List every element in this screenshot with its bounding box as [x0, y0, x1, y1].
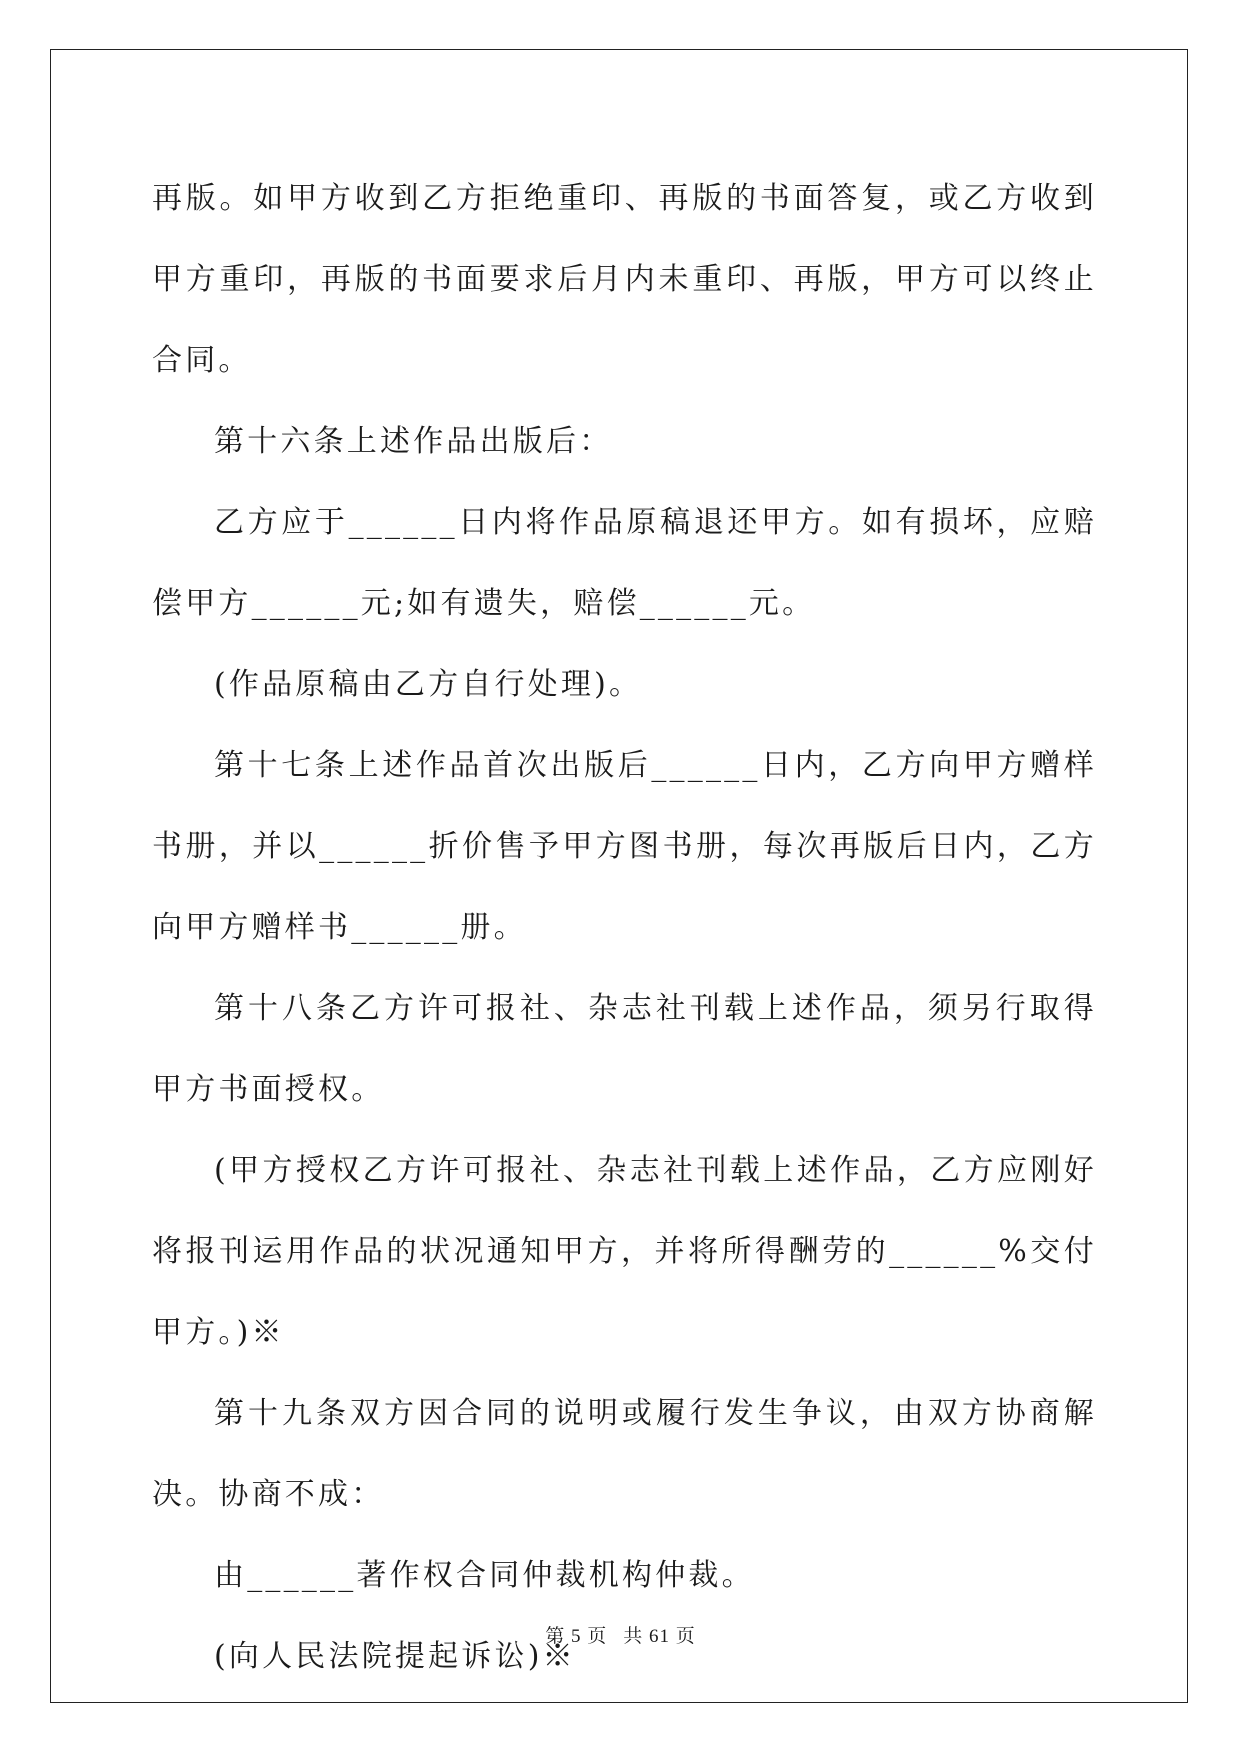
paragraph-arbitration: 由______著作权合同仲裁机构仲裁。 [214, 1558, 755, 1593]
paragraph-return-manuscript: 乙方应于______日内将作品原稿退还甲方。如有损坏，应赔偿甲方______元;如有遗失，赔偿______元。 [152, 505, 1097, 621]
page-footer [0, 1621, 1241, 1648]
paragraph-litigation-note: (向人民法院提起诉讼)※ [214, 1639, 576, 1674]
paragraph-manuscript-note: (作品原稿由乙方自行处理)。 [214, 667, 643, 702]
paragraph-article-19: 第十九条双方因合同的说明或履行发生争议，由双方协商解决。协商不成： [152, 1396, 1097, 1512]
paragraph-continuation: 再版。如甲方收到乙方拒绝重印、再版的书面答复，或乙方收到甲方重印，再版的书面要求后月内未重印、再版，甲方可以终止合同。 [152, 181, 1097, 378]
page-number: 第 5 页 [545, 1626, 608, 1647]
document-body [152, 158, 1097, 1697]
paragraph-authorization-note: (甲方授权乙方许可报社、杂志社刊载上述作品，乙方应刚好将报刊运用作品的状况通知甲方，并将所得酬劳的______%交付甲方。)※ [152, 1153, 1097, 1350]
page-total: 共 61 页 [623, 1626, 696, 1647]
paragraph-article-17: 第十七条上述作品首次出版后______日内，乙方向甲方赠样书册，并以______折价售予甲方图书册，每次再版后日内，乙方向甲方赠样书______册。 [152, 748, 1097, 945]
paragraph-article-16: 第十六条上述作品出版后： [214, 424, 613, 459]
paragraph-article-18: 第十八条乙方许可报社、杂志社刊载上述作品，须另行取得甲方书面授权。 [152, 991, 1097, 1107]
